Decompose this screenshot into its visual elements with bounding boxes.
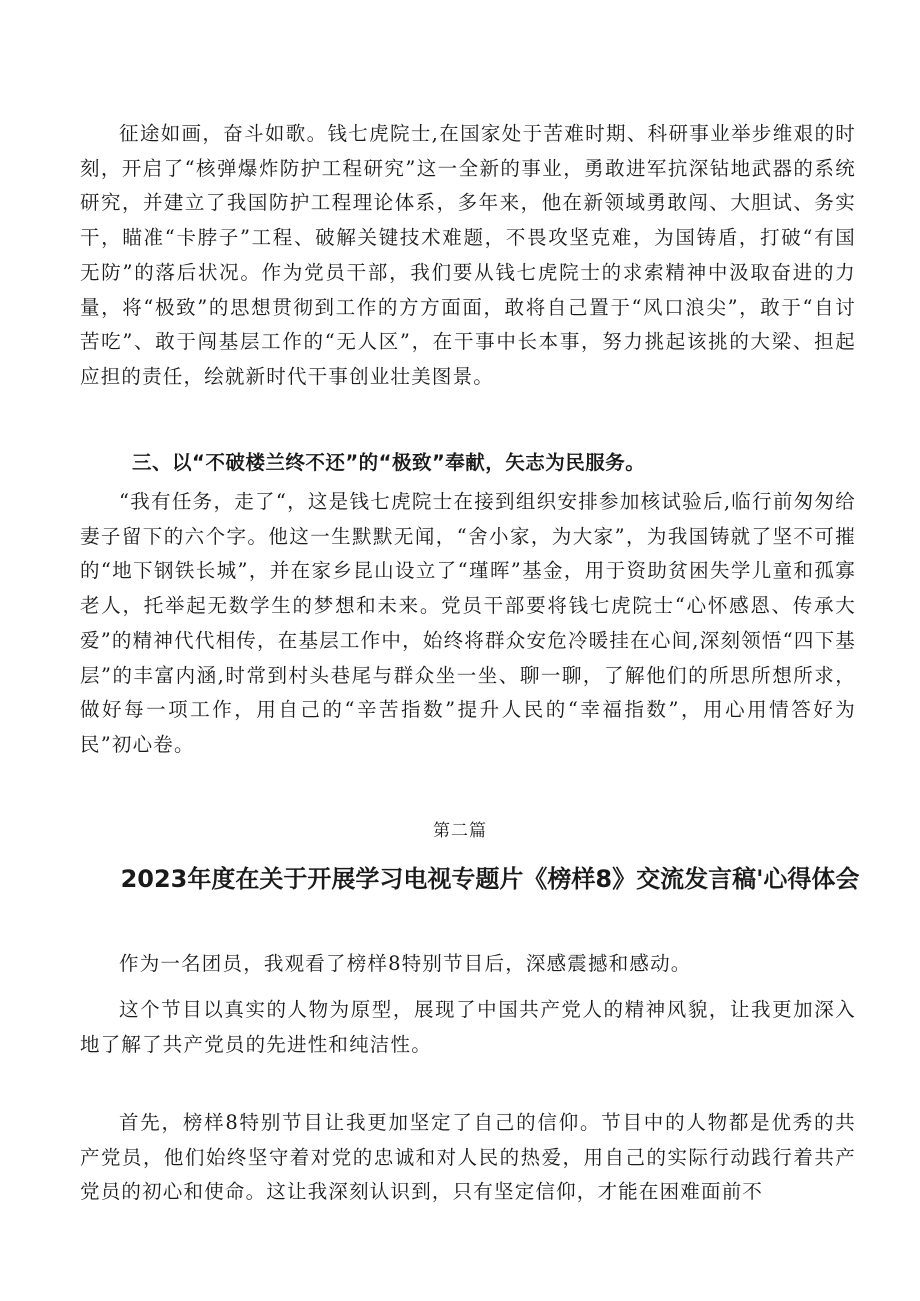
part-label: 第二篇 bbox=[433, 821, 487, 841]
section-heading-three: 三、以“不破楼兰终不还”的“极致”奉献，矢志为民服务。 bbox=[132, 451, 646, 474]
paragraph-program-description: 这个节目以真实的人物为原型，展现了中国共产党人的精神风貌，让我更加深入地了解了共产党员的先进性和纯洁性。 bbox=[80, 998, 856, 1056]
paragraph-firm-belief: 首先，榜样8特别节目让我更加坚定了自己的信仰。节目中的人物都是优秀的共产党员，他们始终坚守着对党的忠诚和对人民的热爱，用自己的实际行动践行着共产党员的初心和使命。这让我深刻认识到，只有坚定信仰，才能在困难面前不 bbox=[80, 1111, 856, 1204]
paragraph-qian-qihu-exploration: 征途如画，奋斗如歌。钱七虎院士,在国家处于苦难时期、科研事业举步维艰的时刻，开启了“核弹爆炸防护工程研究”这一全新的事业，勇敢进军抗深钻地武器的系统研究，并建立了我国防护工程理论体系，多年来，他在新领域勇敢闯、大胆试、务实干，瞄准“卡脖子”工程、破解关键技术难题，不畏攻坚克难，为国铸盾，打破“有国无防”的落后状况。作为党员干部，我们要从钱七虎院士的求索精神中汲取奋进的力量，将“极致”的思想贯彻到工作的方方面面，敢将自己置于“风口浪尖”，敢于“自讨苦吃”、敢于闯基层工作的“无人区”，在干事中长本事，努力挑起该挑的大梁、担起应担的责任，绘就新时代干事创业壮美图景。 bbox=[80, 122, 856, 388]
article-title: 2023年度在关于开展学习电视专题片《榜样8》交流发言稿'心得体会 bbox=[120, 865, 860, 893]
paragraph-viewing-intro: 作为一名团员，我观看了榜样8特别节目后，深感震撼和感动。 bbox=[119, 952, 692, 975]
paragraph-qian-qihu-dedication: “我有任务，走了“，这是钱七虎院士在接到组织安排参加核试验后,临行前匆匆给妻子留下的六个字。他这一生默默无闻，“舍小家，为大家”，为我国铸就了坚不可摧的“地下钢铁长城”，并在家乡昆山设立了“瑾晖”基金，用于资助贫困失学儿童和孤寡老人，托举起无数学生的梦想和未来。党员干部要将钱七虎院士“心怀感恩、传承大爱”的精神代代相传，在基层工作中，始终将群众安危冷暖挂在心间,深刻领悟“四下基层”的丰富内涵,时常到村头巷尾与群众坐一坐、聊一聊，了解他们的所思所想所求，做好每一项工作，用自己的“辛苦指数”提升人民的“幸福指数”，用心用情答好为民”初心卷。 bbox=[80, 490, 856, 756]
